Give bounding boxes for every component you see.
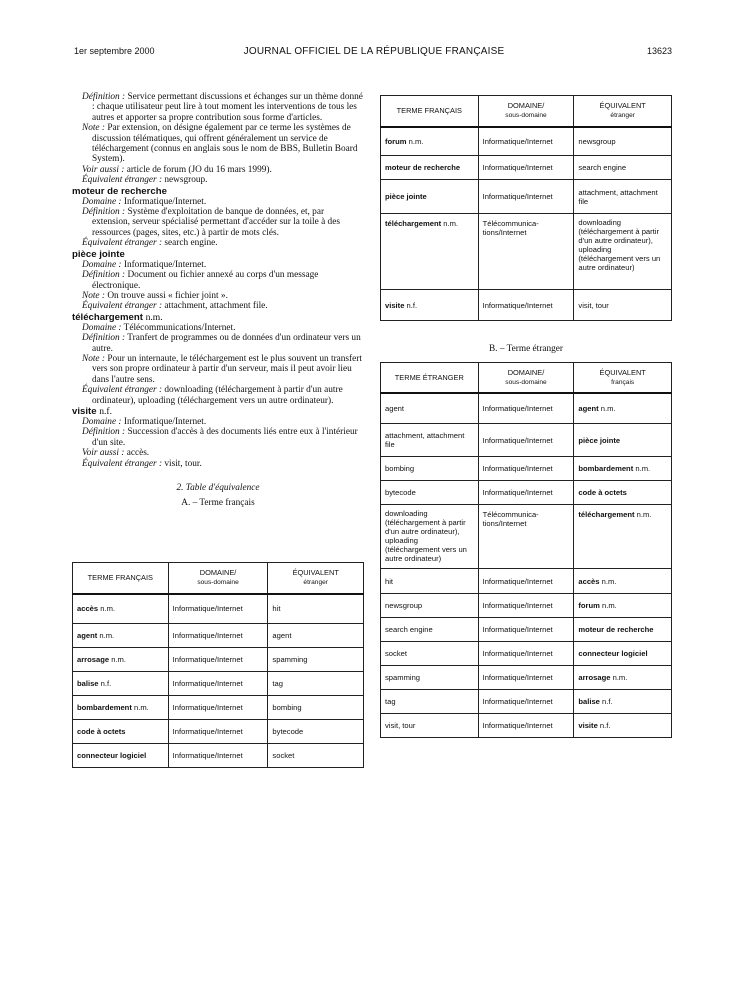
cell-term: socket xyxy=(381,642,479,666)
table-row xyxy=(381,569,672,594)
cell-domain: Informatique/Internet xyxy=(168,648,268,672)
cell-term: pièce jointe xyxy=(381,180,479,214)
col-header-domaine: DOMAINE/ sous-domaine xyxy=(478,363,574,393)
cell-term: bombing xyxy=(381,457,479,481)
header-page-number: 13623 xyxy=(646,46,672,56)
cell-equivalent: bombardement n.m. xyxy=(574,457,672,481)
cell-domain: Informatique/Internet xyxy=(478,481,574,505)
cell-domain: Informatique/Internet xyxy=(478,690,574,714)
table-row xyxy=(381,180,672,214)
cell-domain: Informatique/Internet xyxy=(478,594,574,618)
table-row xyxy=(73,744,364,768)
cell-equivalent: connecteur logiciel xyxy=(574,642,672,666)
cell-equivalent: bytecode xyxy=(268,720,364,744)
cell-term: hit xyxy=(381,569,479,594)
header-date: 1er septembre 2000 xyxy=(74,46,155,56)
col-header-terme-francais: TERME FRANÇAIS xyxy=(381,96,479,127)
table-row xyxy=(73,594,364,624)
entry-term: visite n.f. xyxy=(72,405,113,417)
cell-term: balise n.f. xyxy=(73,672,169,696)
entry-term: téléchargement n.m. xyxy=(72,311,163,323)
entry-term: pièce jointe xyxy=(72,248,125,260)
cell-term: bytecode xyxy=(381,481,479,505)
cell-term: tag xyxy=(381,690,479,714)
cell-equivalent: socket xyxy=(268,744,364,768)
cell-term: bombardement n.m. xyxy=(73,696,169,720)
cell-term: forum n.m. xyxy=(381,127,479,156)
cell-equivalent: bombing xyxy=(268,696,364,720)
left-column xyxy=(72,92,364,509)
subsection-b-title: B. – Terme étranger xyxy=(488,344,564,354)
cell-equivalent: code à octets xyxy=(574,481,672,505)
cell-term: agent xyxy=(381,393,479,424)
cell-term: connecteur logiciel xyxy=(73,744,169,768)
cell-domain: Informatique/Internet xyxy=(168,696,268,720)
cell-domain: Informatique/Internet xyxy=(478,156,574,180)
table-row xyxy=(381,594,672,618)
cell-domain: Informatique/Internet xyxy=(478,424,574,457)
cell-equivalent: spamming xyxy=(268,648,364,672)
table-row xyxy=(381,127,672,156)
table-row xyxy=(381,424,672,457)
cell-domain: Informatique/Internet xyxy=(478,127,574,156)
cell-domain: Informatique/Internet xyxy=(478,393,574,424)
cell-domain: Télécommunica-tions/Internet xyxy=(478,505,574,569)
table-row xyxy=(381,156,672,180)
cell-domain: Informatique/Internet xyxy=(478,180,574,214)
subsection-a-title: A. – Terme français xyxy=(181,498,255,509)
cell-equivalent: pièce jointe xyxy=(574,424,672,457)
table-a-french-terms xyxy=(72,562,364,768)
entry-forum-continued: Définition : Service permettant discussions et échanges sur un thème donné : chaque utilisateur peut lire à tout moment les interventions de tous les autres et apporter sa propre contribution sous forme d'articles. Note : Par extension, on désigne également par ce terme les systèmes de discussion télématiques, qui offrent généralement un service de téléchargement (connus en anglais sous le nom de BBS, Bulletin Board System). Voir aussi : article de forum (JO du 16 mars 1999). Équivalent étranger : newsgroup. xyxy=(82,92,363,186)
cell-domain: Télécommunica-tions/Internet xyxy=(478,214,574,290)
cell-equivalent: visit, tour xyxy=(574,290,672,321)
cell-equivalent: hit xyxy=(268,594,364,624)
table-row xyxy=(381,642,672,666)
cell-term: code à octets xyxy=(73,720,169,744)
col-header-equivalent: ÉQUIVALENT étranger xyxy=(268,563,364,594)
table-row xyxy=(73,672,364,696)
col-header-equivalent: ÉQUIVALENT étranger xyxy=(574,96,672,127)
col-header-domaine: DOMAINE/ sous-domaine xyxy=(478,96,574,127)
cell-equivalent: téléchargement n.m. xyxy=(574,505,672,569)
table-row xyxy=(381,481,672,505)
cell-term: téléchargement n.m. xyxy=(381,214,479,290)
cell-equivalent: attachment, attachment file xyxy=(574,180,672,214)
cell-equivalent: moteur de recherche xyxy=(574,618,672,642)
cell-domain: Informatique/Internet xyxy=(168,744,268,768)
cell-term: accès n.m. xyxy=(73,594,169,624)
col-header-domaine: DOMAINE/ sous-domaine xyxy=(168,563,268,594)
entry-visite: visite n.f. Domaine : Informatique/Internet. Définition : Succession d'accès à des documents liés entre eux à l'intérieur d'un site. Voir aussi : accès. Équivalent étranger : visit, tour. xyxy=(72,406,364,469)
cell-equivalent: agent n.m. xyxy=(574,393,672,424)
cell-term: arrosage n.m. xyxy=(73,648,169,672)
cell-domain: Informatique/Internet xyxy=(478,618,574,642)
cell-term: moteur de recherche xyxy=(381,156,479,180)
table-a-french-terms-continued xyxy=(380,95,672,321)
entry-moteur-de-recherche: moteur de recherche Domaine : Informatique/Internet. Définition : Système d'exploitation de banque de données, et, par extension, serveur spécialisé permettant d'accéder sur la toile à des ressources (pages, sites, etc.) à partir de mots clés. Équivalent étranger : search engine. xyxy=(72,186,364,249)
cell-term: downloading (téléchargement à partir d'un autre ordinateur), uploading (téléchargement vers un autre ordinateur) xyxy=(381,505,479,569)
cell-equivalent: search engine xyxy=(574,156,672,180)
table-row xyxy=(73,624,364,648)
entry-term: moteur de recherche xyxy=(72,185,167,197)
cell-equivalent: forum n.m. xyxy=(574,594,672,618)
cell-equivalent: balise n.f. xyxy=(574,690,672,714)
table-row xyxy=(73,696,364,720)
cell-equivalent: downloading (téléchargement à partir d'un autre ordinateur), uploading (téléchargement vers un autre ordinateur) xyxy=(574,214,672,290)
cell-domain: Informatique/Internet xyxy=(478,642,574,666)
table-row xyxy=(73,648,364,672)
cell-domain: Informatique/Internet xyxy=(168,720,268,744)
cell-equivalent: visite n.f. xyxy=(574,714,672,738)
cell-equivalent: tag xyxy=(268,672,364,696)
cell-term: spamming xyxy=(381,666,479,690)
cell-domain: Informatique/Internet xyxy=(478,569,574,594)
cell-term: search engine xyxy=(381,618,479,642)
cell-equivalent: newsgroup xyxy=(574,127,672,156)
cell-term: visite n.f. xyxy=(381,290,479,321)
cell-domain: Informatique/Internet xyxy=(478,666,574,690)
table-b-foreign-terms xyxy=(380,362,672,738)
table-row xyxy=(381,214,672,290)
cell-domain: Informatique/Internet xyxy=(478,714,574,738)
cell-term: newsgroup xyxy=(381,594,479,618)
cell-term: agent n.m. xyxy=(73,624,169,648)
cell-domain: Informatique/Internet xyxy=(478,290,574,321)
cell-domain: Informatique/Internet xyxy=(168,624,268,648)
cell-domain: Informatique/Internet xyxy=(168,672,268,696)
col-header-equivalent: ÉQUIVALENT français xyxy=(574,363,672,393)
table-row xyxy=(381,393,672,424)
table-row xyxy=(381,290,672,321)
table-row xyxy=(381,690,672,714)
section-title: 2. Table d'équivalence xyxy=(176,483,260,493)
entry-telechargement: téléchargement n.m. Domaine : Télécommunications/Internet. Définition : Tranfert de programmes ou de données d'un ordinateur vers un autre. Note : Pour un internaute, le téléchargement est le plus souvent un transfert vers son propre ordinateur à partir d'un serveur, mais il peut avoir lieu dans l'autre sens. Équivalent étranger : downloading (téléchargement à partir d'un autre ordinateur), uploading (téléchargement vers un autre ordinateur). xyxy=(72,312,364,406)
entry-piece-jointe: pièce jointe Domaine : Informatique/Internet. Définition : Document ou fichier annexé au corps d'un message électronique. Note : On trouve aussi « fichier joint ». Équivalent étranger : attachment, attachment file. xyxy=(72,249,364,312)
cell-equivalent: arrosage n.m. xyxy=(574,666,672,690)
table-row xyxy=(381,618,672,642)
cell-domain: Informatique/Internet xyxy=(478,457,574,481)
table-row xyxy=(381,505,672,569)
table-row xyxy=(73,720,364,744)
header-journal-title: JOURNAL OFFICIEL DE LA RÉPUBLIQUE FRANÇAISE xyxy=(243,46,505,57)
cell-equivalent: accès n.m. xyxy=(574,569,672,594)
table-row xyxy=(381,457,672,481)
cell-term: visit, tour xyxy=(381,714,479,738)
col-header-terme-francais: TERME FRANÇAIS xyxy=(73,563,169,594)
table-row xyxy=(381,714,672,738)
cell-term: attachment, attachment file xyxy=(381,424,479,457)
cell-equivalent: agent xyxy=(268,624,364,648)
table-row xyxy=(381,666,672,690)
cell-domain: Informatique/Internet xyxy=(168,594,268,624)
col-header-terme-etranger: TERME ÉTRANGER xyxy=(381,363,479,393)
